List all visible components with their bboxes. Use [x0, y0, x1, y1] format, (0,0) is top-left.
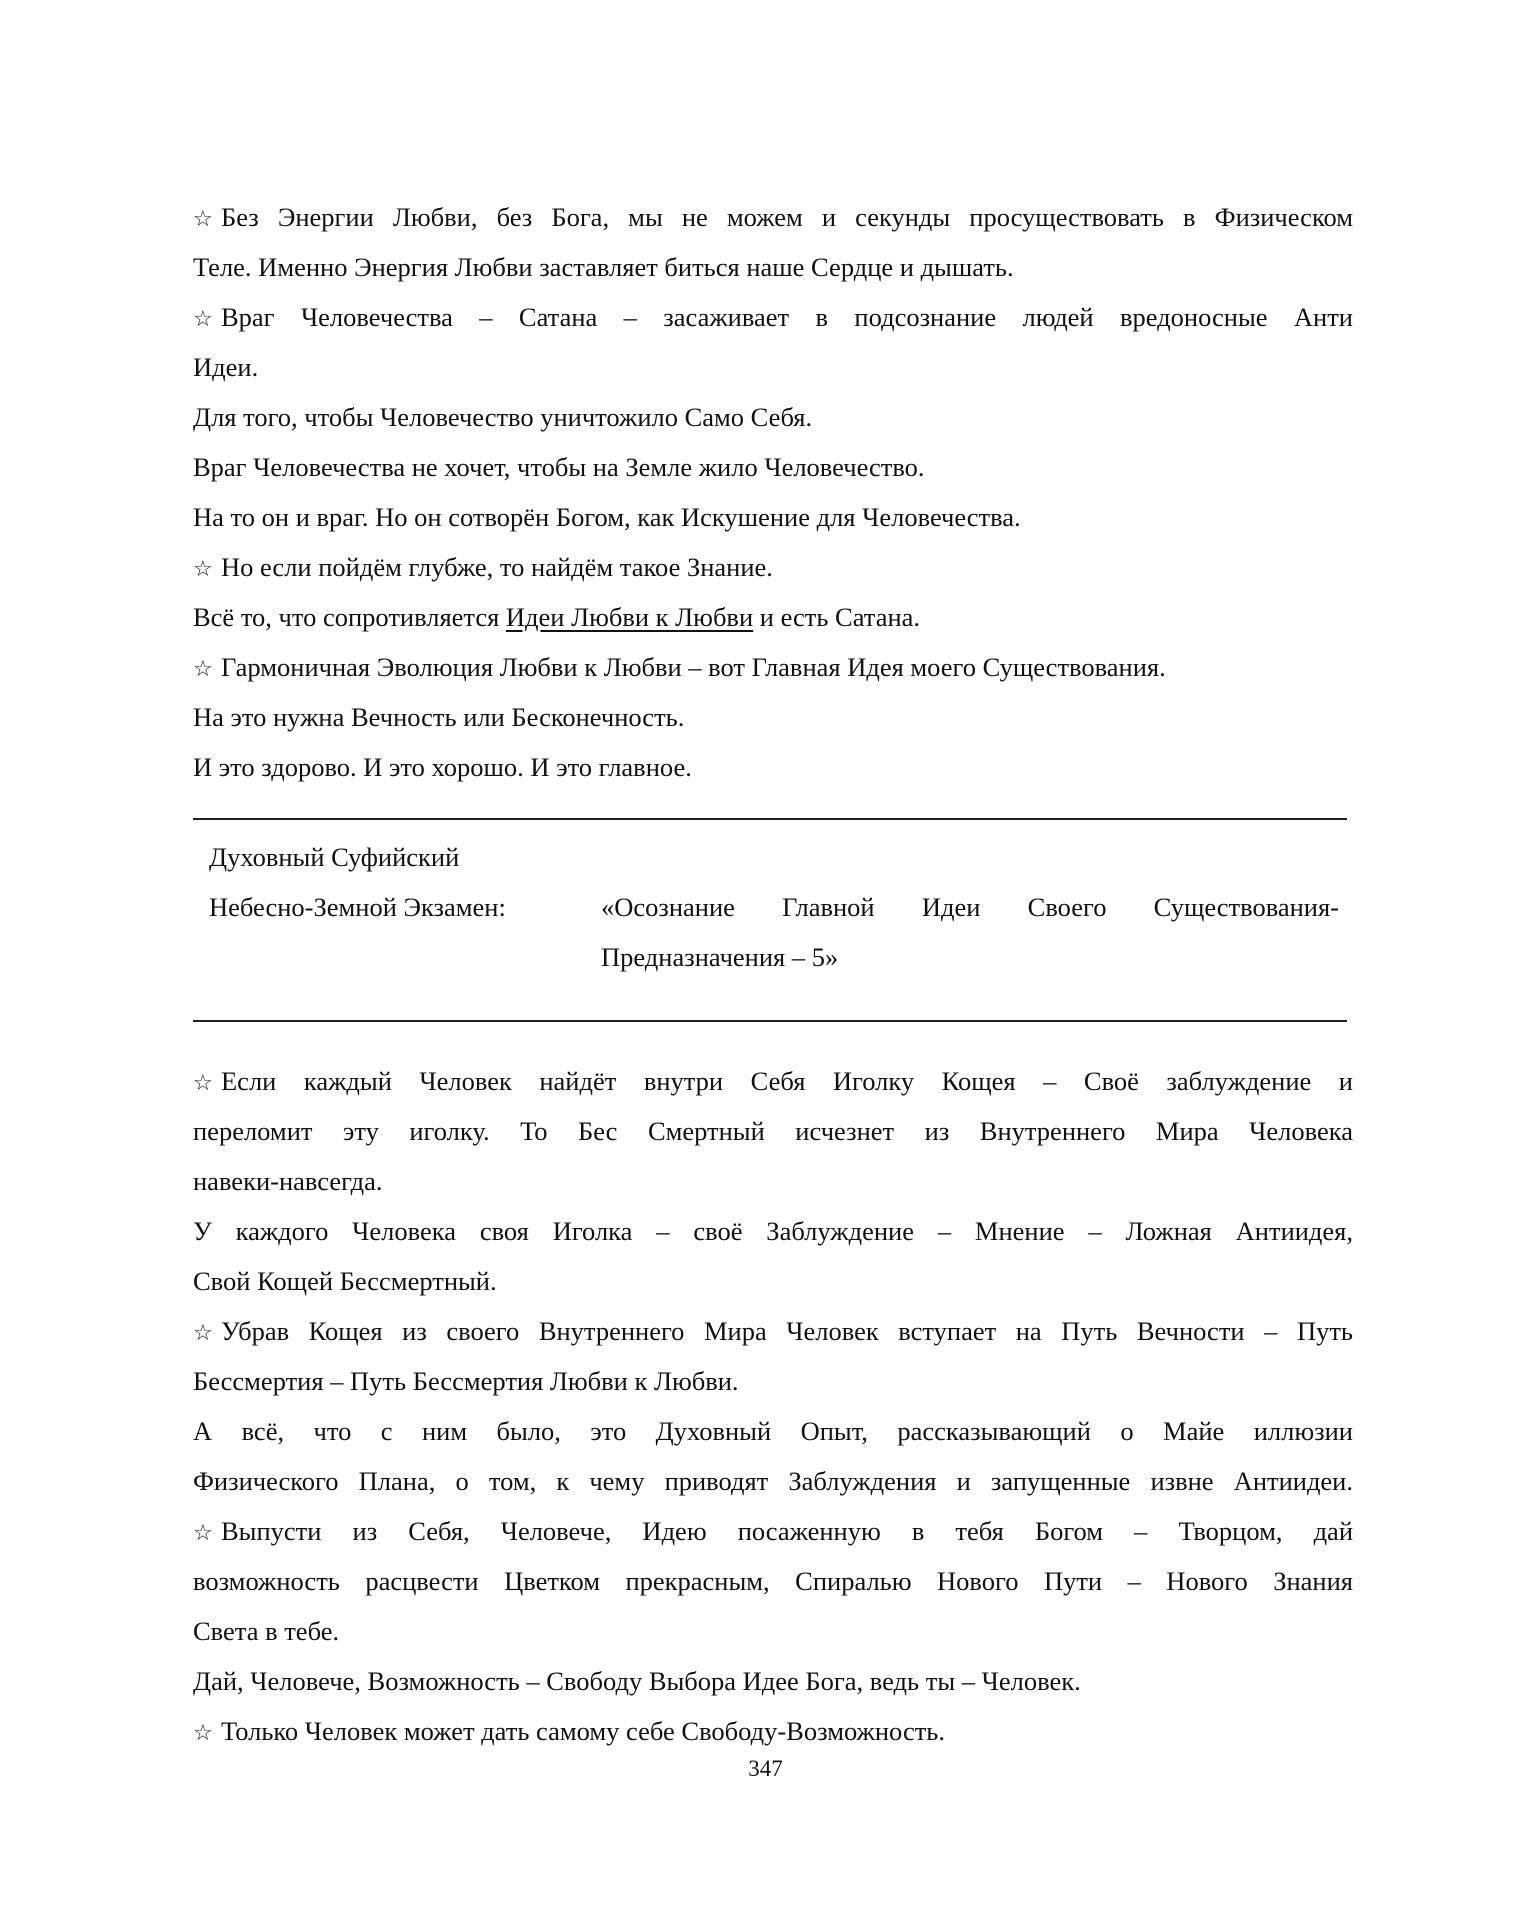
page-number: 347 — [748, 1756, 783, 1781]
text-line: Дай, Человече, Возможность – Свободу Выбора Идее Бога, ведь ты – Человек. — [193, 1666, 1081, 1696]
exam-label: Небесно-Земной Экзамен: — [209, 892, 506, 922]
star-icon: ☆ — [193, 1521, 213, 1546]
star-icon: ☆ — [193, 207, 213, 232]
text-line: ☆ Враг Человечества – Сатана – засаживает в подсознание людей вредоносные Анти — [193, 292, 1353, 342]
text-line: ☆ Но если пойдём глубже, то найдём такое Знание. — [193, 542, 1353, 592]
star-icon: ☆ — [193, 307, 213, 332]
star-icon: ☆ — [193, 1071, 213, 1096]
text-line: Бессмертия – Путь Бессмертия Любви к Любви. — [193, 1366, 739, 1396]
horizontal-rule — [193, 818, 1347, 820]
horizontal-rule — [193, 1020, 1347, 1022]
star-icon: ☆ — [193, 1721, 213, 1746]
text-line: навеки-навсегда. — [193, 1166, 383, 1196]
text-line: У каждого Человека своя Иголка – своё Заблуждение – Мнение – Ложная Антиидея, — [193, 1216, 1353, 1246]
exam-title: Предназначения – 5» — [601, 942, 839, 972]
text-line: Теле. Именно Энергия Любви заставляет биться наше Сердце и дышать. — [193, 252, 1014, 282]
star-icon: ☆ — [193, 657, 213, 682]
text-line: А всё, что с ним было, это Духовный Опыт, рассказывающий о Майе иллюзии — [193, 1416, 1353, 1446]
exam-title: «Осознание Главной Идеи Своего Существования- — [601, 892, 1339, 922]
page-body — [193, 192, 1353, 1756]
text-line: ☆ Если каждый Человек найдёт внутри Себя Иголку Кощея – Своё заблуждение и — [193, 1056, 1353, 1106]
text-line: И это здорово. И это хорошо. И это главное. — [193, 752, 692, 782]
text-line: переломит эту иголку. То Бес Смертный исчезнет из Внутреннего Мира Человека — [193, 1116, 1353, 1146]
text-line: Света в тебе. — [193, 1616, 340, 1646]
section-top — [193, 192, 1353, 792]
exam-label: Духовный Суфийский — [209, 842, 460, 872]
text-line: возможность расцвести Цветком прекрасным, Спиралью Нового Пути – Нового Знания — [193, 1566, 1353, 1596]
text-line: Свой Кощей Бессмертный. — [193, 1266, 497, 1296]
text-line: ☆ Гармоничная Эволюция Любви к Любви – вот Главная Идея моего Существования. — [193, 642, 1353, 692]
text-line: ☆ Выпусти из Себя, Человече, Идею посаженную в тебя Богом – Творцом, дай — [193, 1506, 1353, 1556]
text-line: ☆ Без Энергии Любви, без Бога, мы не можем и секунды просуществовать в Физическом — [193, 192, 1353, 242]
text-line: На это нужна Вечность или Бесконечность. — [193, 702, 685, 732]
text-line: Идеи. — [193, 352, 259, 382]
star-icon: ☆ — [193, 1321, 213, 1346]
star-icon: ☆ — [193, 557, 213, 582]
text-line: ☆ Убрав Кощея из своего Внутреннего Мира Человек вступает на Путь Вечности – Путь — [193, 1306, 1353, 1356]
text-line: На то он и враг. Но он сотворён Богом, как Искушение для Человечества. — [193, 502, 1021, 532]
text-line: Враг Человечества не хочет, чтобы на Земле жило Человечество. — [193, 452, 925, 482]
section-bottom — [193, 1056, 1353, 1756]
exam-block — [193, 832, 1353, 982]
text-line: ☆ Только Человек может дать самому себе Свободу-Возможность. — [193, 1706, 1353, 1756]
text-line: Всё то, что сопротивляется Идеи Любви к Любви и есть Сатана. — [193, 602, 921, 632]
text-line: Для того, чтобы Человечество уничтожило Само Себя. — [193, 402, 813, 432]
text-line: Физического Плана, о том, к чему приводят Заблуждения и запущенные извне Антиидеи. — [193, 1466, 1353, 1496]
underlined-phrase: Идеи Любви к Любви — [505, 602, 754, 632]
